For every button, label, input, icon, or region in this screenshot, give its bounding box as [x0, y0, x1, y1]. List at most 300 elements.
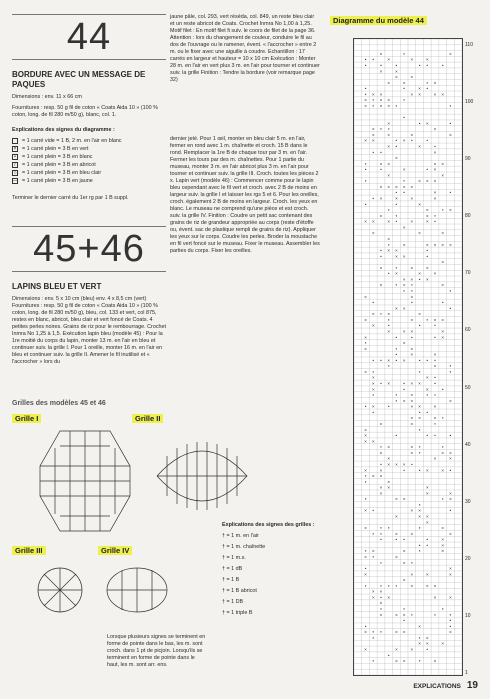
chart-cell-mark: × [441, 549, 445, 555]
chart-cell-mark: × [402, 578, 406, 584]
chart-cell-mark: × [387, 104, 391, 110]
chart-cell-mark: • [395, 266, 398, 272]
chart-cell-mark: • [403, 387, 406, 393]
chart-cell-mark: • [410, 613, 413, 619]
chart-cell-mark: × [379, 52, 383, 58]
chart-cell-mark: × [433, 150, 437, 156]
model-44-final: Terminer le dernier carré du 1er rg par 1 B suppl. [12, 195, 129, 201]
chart-cell-mark: × [448, 567, 452, 573]
model-44-header [12, 14, 166, 60]
chart-cell-mark: × [379, 613, 383, 619]
chart-row-number: 70 [465, 270, 471, 277]
chart-cell-mark: • [364, 549, 367, 555]
chart-cell-mark: × [418, 405, 422, 411]
chart-cell-mark: • [364, 162, 367, 168]
chart-cell-mark: × [379, 486, 383, 492]
chart-cell-mark: × [448, 491, 452, 497]
chart-cell-mark: • [434, 335, 436, 341]
chart-cell-mark: × [387, 185, 391, 191]
chart-cell-mark: × [433, 416, 437, 422]
chart-cell-mark: • [426, 318, 429, 324]
legend-text: = 1 carré vide = 1 B, 2 m. en l'air en blanc [22, 138, 122, 144]
chart-cell-mark: × [425, 208, 429, 214]
model-4546-text: Dimensions : env. 5 x 10 cm (bleu) env. 4 x 8,5 cm (vert) Fournitures : resp. 50 g fil de coton « Coats Aida 10 » (100 % coton, long. de fil 280 m/50 g), bleu, col. 133 et vert, col 875, restes en blanc, abricot, bleu clair et vert foncé de Coats. 4 petites perles noires. Grains de riz pour le rembourrage. Crochet Inmra No 1,25 à 1,5. Exécution lapin bleu (modèle 45) : Pour la 1re moitié du corps du lapin, monter 13 m. en l'air en bleu et continuer suiv. la grille I. Pour 1 oreille, monter 16 m. en l'air en bleu et continuer suiv. la grille II. Amener le fil inutilisé et « l'accrocher » lors du [12, 296, 167, 365]
chart-cell-mark: • [426, 393, 429, 399]
chart-cell-mark: • [395, 214, 398, 220]
left-column [12, 14, 166, 366]
col2-top-text: jaune pâle, col. 293, vert réséda, col. 849, un reste bleu clair et un reste abricot de Coats. Crochet Inmra No 1,00 à 1,25. Motif filet : En motif filet fi suiv. le coors de filet de la page 36. Attention : lors du changement de couleur, conduire le fil au dos de l'ouvrage ou le ramener, évent. « l'accrocher » entre 2 m. ou le fixer avec une aiguille à coudre. Echantillon : 17 carrés en largeur et hauteur = 10 x 10 cm Exécution : Monter 28 m. en l'air en vert plus 3 m. en l'air pour tourner et continuer suiv. la grille Finition : Tendre la bordure (voir remarque page 32) [170, 14, 320, 83]
chart-cell-mark: • [418, 636, 421, 642]
chart-cell-mark: • [380, 382, 382, 388]
chart-cell-mark: • [380, 584, 382, 590]
chart-cell-mark: • [395, 191, 398, 197]
chart-cell-mark: × [433, 318, 437, 324]
chart-cell-mark: × [379, 283, 383, 289]
chart-cell-mark: × [387, 312, 391, 318]
chart-cell-mark: • [418, 121, 421, 127]
chart-cell-mark: • [426, 410, 429, 416]
chart-cell-mark: × [402, 225, 406, 231]
chart-cell-mark: • [434, 220, 436, 226]
chart-cell-mark: × [387, 595, 391, 601]
chart-cell-mark: × [364, 318, 368, 324]
chart-cell-mark: • [387, 272, 390, 278]
chart-cell-mark: × [418, 179, 422, 185]
chart-cell-mark: × [425, 220, 429, 226]
chart-cell-mark: • [418, 324, 421, 330]
chart-cell-mark: × [418, 509, 422, 515]
chart-cell-mark: × [402, 561, 406, 567]
chart-cell-mark: × [402, 277, 406, 283]
chart-cell-mark: × [433, 353, 437, 359]
chart-cell-mark: • [403, 289, 406, 295]
chart-cell-mark: • [410, 139, 413, 145]
chart-cell-mark: × [425, 376, 429, 382]
middle-column [170, 14, 320, 255]
grille-3-diagram [30, 560, 90, 620]
chart-cell-mark: • [418, 503, 421, 509]
chart-cell-mark: × [379, 422, 383, 428]
chart-cell-mark: × [364, 647, 368, 654]
chart-cell-mark: × [364, 434, 368, 440]
chart-cell-mark: × [410, 277, 414, 283]
legend-text: = 1 carré plein = 3 B en bleu clair [22, 170, 102, 176]
chart-cell-mark: × [410, 393, 414, 399]
chart-cell-mark: • [380, 168, 382, 174]
chart-cell-mark: × [418, 202, 422, 208]
chart-cell-mark: × [425, 243, 429, 249]
chart-cell-mark: • [434, 144, 436, 151]
legend-symbol-icon: ○ [13, 170, 17, 176]
chart-cell-mark: • [418, 370, 421, 376]
chart-cell-mark: • [364, 567, 367, 573]
chart-cell-mark: × [410, 347, 414, 353]
chart-cell-mark: × [371, 92, 375, 98]
grille-3-label: Grille III [12, 546, 46, 555]
chart-cell-mark: • [380, 312, 382, 318]
chart-cell-mark: × [418, 312, 422, 318]
chart-cell-mark: × [402, 549, 406, 555]
chart-cell-mark: × [364, 295, 368, 301]
chart-cell-mark: × [402, 341, 406, 347]
chart-cell-mark: × [394, 497, 398, 503]
chart-cell-mark: × [425, 491, 429, 497]
chart-cell-mark: • [387, 208, 390, 214]
chart-cell-mark: • [410, 335, 413, 341]
chart-row-number: 100 [465, 99, 474, 106]
chart-cell-mark: × [394, 197, 398, 203]
chart-cell-mark: • [434, 214, 436, 220]
chart-cell-mark: × [410, 329, 414, 336]
chart-cell-mark: • [364, 341, 367, 347]
chart-cell-mark: • [449, 624, 452, 630]
chart-cell-mark: × [448, 572, 452, 578]
chart-cell-mark: × [441, 329, 445, 336]
chart-cell-mark: × [387, 249, 391, 255]
grille-4-diagram [102, 560, 172, 620]
chart-cell-mark: × [410, 572, 414, 578]
chart-cell-mark: • [395, 144, 398, 151]
chart-cell-mark: × [441, 335, 445, 341]
chart-cell-mark: • [418, 451, 421, 457]
chart-cell-mark: × [425, 642, 429, 648]
chart-cell-mark: • [418, 410, 421, 416]
chart-cell-mark: • [410, 561, 413, 567]
chart-cell-mark: • [434, 613, 436, 619]
chart-cell-mark: × [379, 104, 383, 110]
chart-cell-mark: × [379, 92, 383, 98]
chart-cell-mark: × [371, 549, 375, 555]
chart-cell-mark: • [441, 301, 444, 307]
chart-cell-mark: × [425, 584, 429, 590]
chart-cell-mark: • [403, 87, 406, 93]
chart-cell-mark: × [425, 486, 429, 492]
chart-cell-mark: × [379, 451, 383, 457]
chart-cell-mark: • [364, 584, 367, 590]
chart-cell-mark: • [449, 434, 452, 440]
legend-symbol-icon: • [12, 154, 18, 160]
symbol-entry: † = 1 B [222, 577, 240, 583]
chart-cell-mark: × [433, 364, 437, 370]
symbol-entry: † = 1 triple B [222, 610, 253, 616]
chart-cell-mark: • [418, 445, 421, 451]
chart-cell-mark: × [441, 538, 445, 544]
chart-cell-mark: • [387, 526, 390, 532]
chart-cell-mark: • [441, 64, 444, 70]
chart-cell-mark: × [425, 520, 429, 526]
legend-title: Explications des signes du diagramme : [12, 127, 115, 133]
chart-cell-mark: • [364, 624, 367, 630]
chart-cell-mark: × [448, 457, 452, 463]
model-44-fournitures: Fournitures : resp. 50 g fil de coton « Coats Aida 10 » (100 % coton, long. de fil 280 m/50 g), blanc, col. 1. [12, 105, 158, 118]
chart-cell-mark: × [425, 179, 429, 185]
legend-row [12, 177, 166, 185]
legend-symbol-icon [12, 138, 18, 144]
chart-cell-mark: • [372, 630, 375, 636]
chart-cell-mark: • [380, 64, 382, 70]
model-4546-header [12, 226, 166, 272]
chart-cell-mark: × [402, 254, 406, 260]
legend-text: = 1 carré plein = 3 B en jaune [22, 178, 93, 184]
chart-cell-mark: • [380, 561, 382, 567]
chart-cell-mark: × [448, 52, 452, 58]
chart-cell-mark: × [364, 509, 368, 515]
chart-cell-mark: × [425, 515, 429, 521]
chart-cell-mark: × [364, 468, 368, 474]
chart-cell-mark: • [372, 509, 375, 515]
chart-cell-mark: • [403, 468, 406, 474]
grille-4-label: Grille IV [98, 546, 132, 555]
legend-text: = 1 carré plein = 3 B en blanc [22, 154, 93, 160]
grille-1-label: Grille I [12, 414, 41, 423]
grille-2-diagram [147, 426, 257, 526]
chart-cell-mark: × [387, 121, 391, 127]
chart-cell-mark: × [441, 283, 445, 289]
chart-cell-mark: × [425, 387, 429, 393]
chart-cell-mark: • [364, 64, 367, 70]
chart-cell-mark: • [410, 301, 413, 307]
symbol-entry: † = 1 m. en l'air [222, 533, 259, 539]
chart-cell-mark: • [395, 335, 398, 341]
chart-cell-mark: • [426, 434, 429, 440]
chart-cell-mark: × [402, 497, 406, 503]
chart-cell-mark: × [418, 642, 422, 648]
chart-row-number: 1 [465, 670, 468, 676]
chart-cell-mark: • [380, 254, 382, 260]
chart-cell-mark: × [379, 185, 383, 191]
chart-cell-mark: × [379, 69, 383, 75]
chart-row-number: 110 [465, 42, 473, 48]
chart-cell-mark: • [364, 179, 367, 185]
chart-cell-mark: • [372, 410, 375, 416]
chart-cell-mark: × [410, 445, 414, 451]
chart-cell-mark: × [410, 451, 414, 457]
chart-cell-mark: × [387, 358, 391, 364]
chart-cell-mark: × [425, 214, 429, 220]
chart-cell-mark: × [425, 572, 429, 578]
chart-cell-mark: × [433, 405, 437, 411]
chart-cell-mark: • [380, 595, 382, 601]
chart-cell-mark: × [410, 353, 414, 359]
chart-cell-mark: × [402, 243, 406, 249]
chart-cell-mark: • [403, 607, 406, 613]
chart-cell-mark: × [371, 590, 375, 596]
chart-cell-mark: • [380, 607, 382, 613]
chart-cell-mark: × [402, 630, 406, 636]
model-44-title: BORDURE AVEC UN MESSAGE DE PAQUES [12, 70, 146, 89]
chart-cell-mark: • [403, 538, 406, 544]
chart-cell-mark: • [426, 254, 429, 260]
chart-row-number: 90 [465, 156, 471, 163]
chart-cell-mark: • [372, 150, 375, 156]
chart-cell-mark: × [364, 98, 368, 104]
chart-cell-mark: × [402, 306, 406, 312]
chart-cell-mark: × [394, 630, 398, 636]
chart-cell-mark: • [403, 191, 406, 197]
chart-cell-mark: × [379, 491, 383, 497]
chart-cell-mark: • [418, 358, 421, 364]
chart-cell-mark: × [387, 486, 391, 492]
chart-cell-mark: × [394, 249, 398, 255]
chart-cell-mark: × [441, 260, 445, 266]
chart-cell-mark: • [418, 468, 421, 474]
chart-cell-mark: × [364, 104, 368, 110]
chart-cell-mark: × [433, 457, 437, 463]
chart-cell-mark: • [387, 243, 390, 249]
model-44-number: 44 [66, 15, 112, 58]
chart-cell-mark: × [410, 416, 414, 422]
chart-cell-mark: • [426, 538, 429, 544]
chart-cell-mark: × [371, 220, 375, 226]
chart-cell-mark: • [418, 526, 421, 532]
chart-cell-mark: • [364, 87, 367, 93]
chart-cell-mark: • [449, 468, 452, 474]
chart-cell-mark: • [364, 480, 367, 486]
grille-1-diagram [30, 426, 140, 536]
chart-cell-mark: • [387, 653, 390, 659]
chart-cell-mark: × [379, 214, 383, 220]
chart-cell-mark: • [449, 306, 452, 312]
chart-cell-mark: × [410, 133, 414, 139]
chart-cell-mark: × [394, 647, 398, 654]
chart-cell-mark: × [433, 659, 437, 665]
chart-cell-mark: × [448, 451, 452, 457]
chart-cell-mark: × [433, 179, 437, 185]
chart-cell-mark: • [403, 179, 406, 185]
symbol-entry: † = 1 m.s. [222, 555, 246, 561]
chart-cell-mark: × [410, 382, 414, 388]
legend-symbol-icon: × [13, 146, 17, 152]
chart-cell-mark: × [371, 439, 375, 445]
chart-row-number: 80 [465, 213, 471, 220]
chart-cell-mark: × [394, 75, 398, 81]
chart-cell-mark: × [441, 243, 445, 249]
chart-cell-mark: × [379, 98, 383, 104]
chart-cell-mark: • [395, 283, 398, 289]
chart-cell-mark: • [395, 139, 398, 145]
chart-cell-mark: • [434, 434, 436, 440]
chart-cell-mark: × [364, 335, 368, 341]
chart-cell-mark: • [418, 549, 421, 555]
chart-cell-mark: • [403, 619, 406, 625]
chart-cell-mark: × [402, 139, 406, 145]
chart-cell-mark: • [441, 497, 444, 503]
chart-cell-mark: × [379, 474, 383, 480]
chart-cell-mark: × [371, 474, 375, 480]
chart-title-label: Diagramme du modèle 44 [330, 16, 427, 25]
chart-cell-mark: × [448, 630, 452, 636]
chart-cell-mark: • [364, 168, 367, 174]
legend-text: = 1 carré plein = 3 B en vert [22, 146, 89, 152]
chart-cell-mark: × [402, 358, 406, 364]
chart-cell-mark: • [403, 52, 406, 58]
chart-cell-mark: × [433, 191, 437, 197]
chart-cell-mark: × [387, 329, 391, 336]
chart-cell-mark: × [410, 399, 414, 405]
chart-cell-mark: • [441, 208, 444, 214]
chart-cell-mark: × [402, 81, 406, 87]
chart-cell-mark: • [387, 127, 390, 133]
chart-cell-mark: × [394, 555, 398, 561]
chart-cell-mark: × [394, 69, 398, 75]
chart-cell-mark: • [403, 382, 406, 388]
chart-cell-mark: × [371, 595, 375, 601]
chart-cell-mark: × [394, 254, 398, 260]
chart-cell-mark: × [410, 220, 414, 226]
chart-cell-mark: × [364, 526, 368, 532]
chart-cell-mark: × [364, 439, 368, 445]
chart-cell-mark: • [372, 393, 375, 399]
chart-cell-mark: • [372, 197, 375, 203]
chart-cell-mark: • [449, 509, 452, 515]
chart-cell-mark: × [410, 185, 414, 191]
chart-cell-mark: • [395, 347, 398, 353]
chart-cell-mark: × [387, 133, 391, 139]
page-footer [413, 680, 478, 691]
chart-cell-mark: × [425, 121, 429, 127]
chart-cell-mark: × [410, 197, 414, 203]
symbols-list [222, 531, 315, 619]
col2-mid-text: dernier jeté. Pour 1 œil, monter en bleu clair 5 m. en l'air, fermer en rond avec 1 m. chaînette et croch. 15 B dans le rond. Remplacer la 1re B de chaque tour par 3 m. en l'air. Fermer les tours par des m. chaînettes. Pour 1 partie du museau, monter 3 m. en l'air abricot plus 3 m. en l'air pour tourner et continuer suiv. la grille III. Croch. toutes les pièces 2 x. Lapin vert (modèle 46) : Commencer comme pour le lapin bleu cependant avec le fil vert et croch. avec 2 B de moins en largeur suiv. la grille I et laisser les rgs 5 et 6. Pour les oreilles, croch. également 2 B de moins en largeur. Croch. les yeux en blanc. Le museau ne comprend qu'une pièce et est croch. suiv. la grille IV. Finition : Coudre un petit sac contenant des grains de riz de grandeur appropriée au corps (reste d'étoffe ou, évent. sac de plastique rempli de grains de riz). Appliquer les yeux sur le corps. Coudre les perles. Broder la moustache en fil vert foncé sur le museau. Fixer le museau. Assembler les parties du corps. Fixer les oreilles. [170, 136, 320, 254]
legend-row [12, 145, 166, 153]
chart-cell-mark: × [418, 92, 422, 98]
chart-cell-mark: × [371, 312, 375, 318]
chart-cell-mark: • [449, 370, 452, 376]
chart-cell-mark: × [387, 382, 391, 388]
chart-cell-mark: × [364, 220, 368, 226]
chart-cell-mark: • [449, 104, 452, 110]
chart-cell-mark: • [380, 532, 382, 538]
chart-cell-mark: × [402, 613, 406, 619]
chart-cell-mark: × [410, 318, 414, 324]
chart-cell-mark: × [433, 595, 437, 601]
chart-cell-mark: • [372, 58, 375, 64]
chart-cell-mark: • [403, 98, 406, 104]
grille-2-label: Grille II [132, 414, 163, 423]
chart-cell-mark: × [387, 237, 391, 243]
chart-cell-mark: × [371, 231, 375, 237]
chart-cell-mark: • [395, 104, 398, 110]
chart-cell-mark: × [387, 220, 391, 226]
chart-cell-mark: • [441, 387, 444, 393]
chart-cell-mark: × [441, 468, 445, 474]
legend-symbol-icon: — [12, 178, 18, 184]
chart-cell-mark: × [402, 659, 406, 665]
chart-cell-mark: • [426, 358, 429, 364]
chart-cell-mark: • [364, 58, 367, 64]
chart-cell-mark: • [434, 422, 436, 428]
chart-cell-mark: • [364, 92, 367, 98]
chart-cell-mark: × [448, 133, 452, 139]
chart-cell-mark: × [441, 318, 445, 324]
chart-cell-mark: • [426, 87, 429, 93]
chart-cell-mark: × [410, 584, 414, 590]
chart-cell-mark: × [371, 139, 375, 145]
chart-cell-mark: • [395, 202, 398, 208]
chart-cell-mark: × [425, 636, 429, 642]
chart-cell-mark: • [395, 434, 398, 440]
model-44-dimensions: Dimensions : env. 11 x 66 cm [12, 94, 82, 100]
chart-cell-mark: × [364, 139, 368, 145]
chart-cell-mark: • [418, 659, 421, 665]
model-4546-title: LAPINS BLEU ET VERT [12, 282, 102, 291]
chart-cell-mark: × [371, 387, 375, 393]
chart-cell-mark: × [410, 509, 414, 515]
chart-cell-mark: • [372, 370, 375, 376]
chart-cell-mark: • [395, 399, 398, 405]
chart-cell-mark: • [418, 64, 421, 70]
chart-cell-mark: • [441, 416, 444, 422]
